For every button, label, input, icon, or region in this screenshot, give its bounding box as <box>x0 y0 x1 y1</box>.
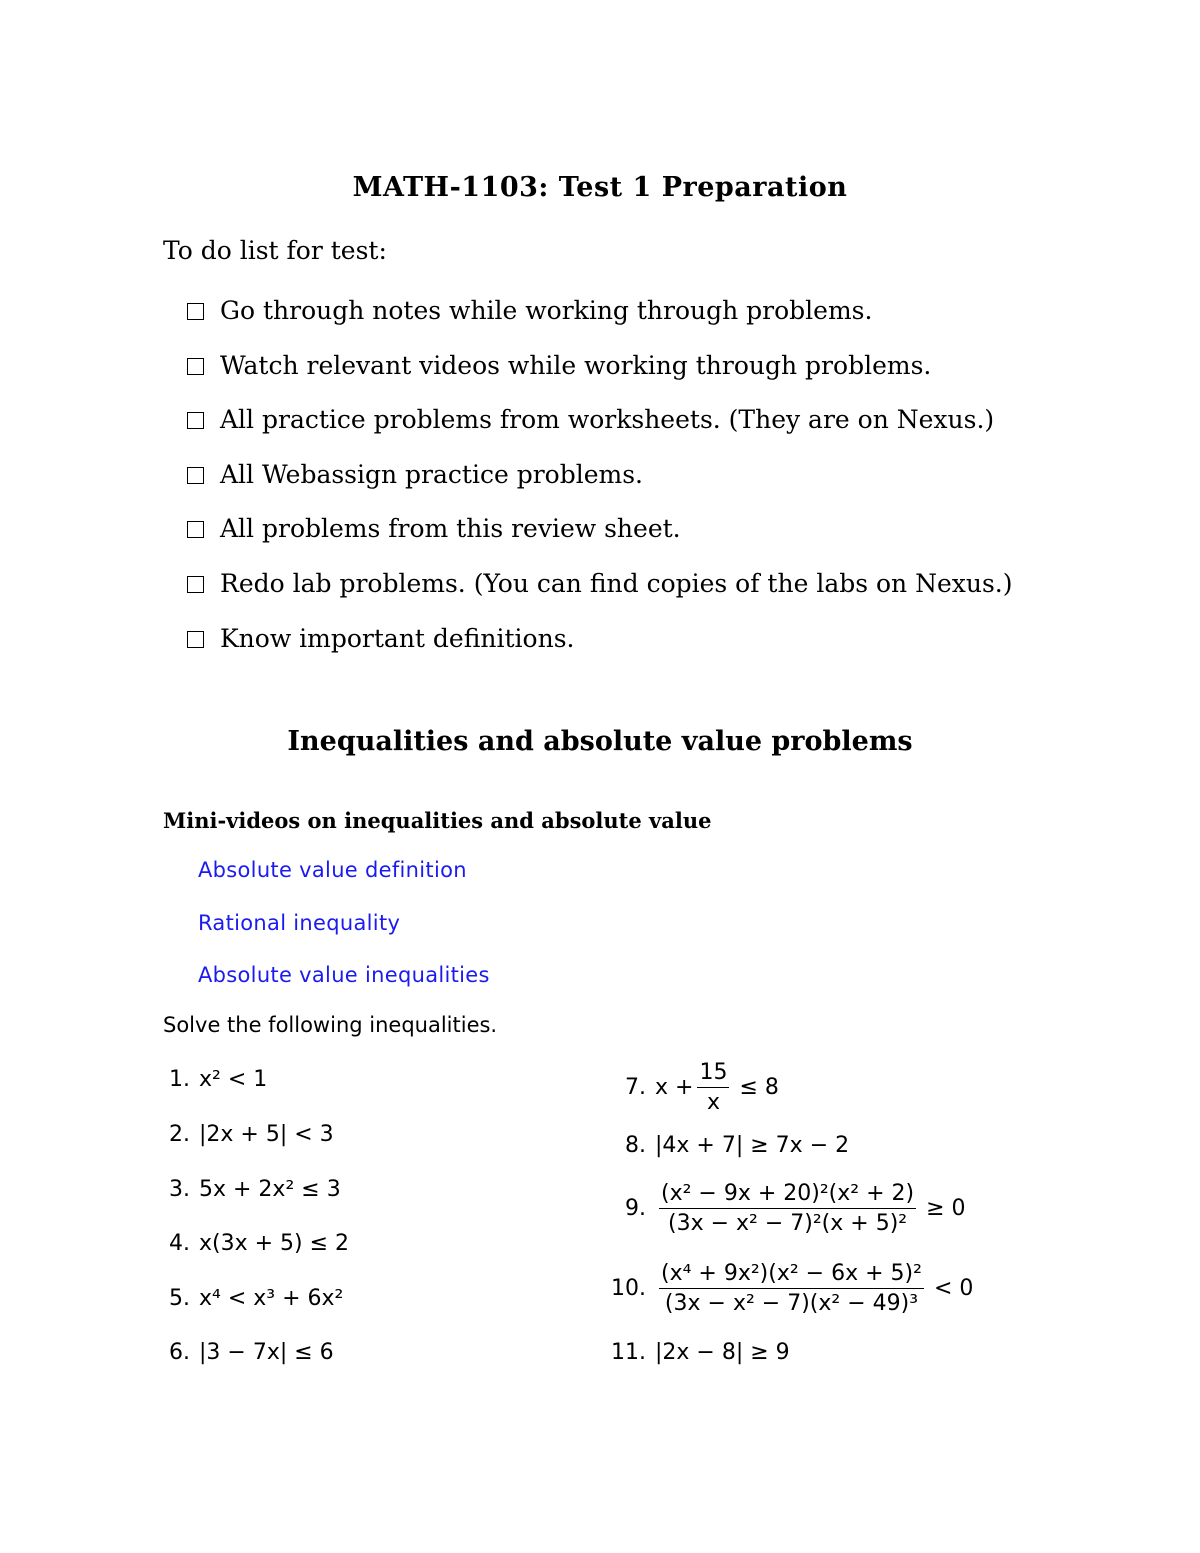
checkbox-icon[interactable] <box>187 412 204 429</box>
problem-5 <box>162 1286 343 1311</box>
problem-number: 8. <box>625 1133 646 1158</box>
video-link-absolute-value-inequalities[interactable]: Absolute value inequalities <box>198 963 490 987</box>
problem-expression: |2x − 8| ≥ 9 <box>655 1340 790 1365</box>
problem-number: 9. <box>625 1196 646 1221</box>
video-link-list <box>198 858 490 1016</box>
todo-item <box>187 460 1013 515</box>
problem-expression: x(3x + 5) ≤ 2 <box>199 1231 350 1256</box>
todo-item <box>187 624 1013 679</box>
todo-item-label: All Webassign practice problems. <box>220 459 643 489</box>
problem-number: 3. <box>169 1177 190 1202</box>
problem-expression: |4x + 7| ≥ 7x − 2 <box>655 1133 850 1158</box>
problem-relation: ≥ 0 <box>926 1196 966 1221</box>
todo-item-label: All problems from this review sheet. <box>220 514 681 544</box>
checkbox-icon[interactable] <box>187 631 204 648</box>
fraction-denominator: (3x − x² − 7)(x² − 49)³ <box>664 1291 919 1316</box>
problem-number: 7. <box>625 1075 646 1100</box>
fraction <box>659 1181 916 1236</box>
problem-number: 1. <box>169 1067 190 1092</box>
problem-7 <box>610 1060 779 1115</box>
todo-item <box>187 569 1013 624</box>
todo-item <box>187 351 1013 406</box>
problem-number: 10. <box>611 1276 646 1301</box>
problem-expression: 5x + 2x² ≤ 3 <box>199 1177 341 1202</box>
problem-expression: x⁴ < x³ + 6x² <box>199 1286 344 1311</box>
fraction-denominator: x <box>706 1090 720 1115</box>
list-item <box>198 911 490 964</box>
todo-list <box>187 296 1013 678</box>
problem-number: 4. <box>169 1231 190 1256</box>
problem-lead: x + <box>655 1075 694 1100</box>
problem-number: 6. <box>169 1340 190 1365</box>
section-title: Inequalities and absolute value problems <box>287 726 913 757</box>
page-title: MATH-1103: Test 1 Preparation <box>352 172 848 203</box>
problem-9 <box>610 1181 966 1236</box>
todo-item <box>187 405 1013 460</box>
todo-intro: To do list for test: <box>163 236 387 265</box>
problem-relation: < 0 <box>933 1276 974 1301</box>
todo-item <box>187 514 1013 569</box>
problem-6 <box>162 1340 334 1365</box>
todo-item <box>187 296 1013 351</box>
problem-expression: |2x + 5| < 3 <box>199 1122 334 1147</box>
todo-item-label: Watch relevant videos while working through problems. <box>220 350 932 380</box>
fraction-numerator: (x² − 9x + 20)²(x² + 2) <box>659 1181 916 1209</box>
todo-item-label: Redo lab problems. (You can find copies of the labs on Nexus.) <box>220 568 1013 598</box>
problem-relation: ≤ 8 <box>739 1075 779 1100</box>
checkbox-icon[interactable] <box>187 303 204 320</box>
fraction-denominator: (3x − x² − 7)²(x + 5)² <box>668 1211 908 1236</box>
problem-expression: x² < 1 <box>199 1067 268 1092</box>
videos-heading: Mini-videos on inequalities and absolute value <box>163 808 712 833</box>
problem-4 <box>162 1231 349 1256</box>
instruction-text: Solve the following inequalities. <box>163 1013 498 1037</box>
problem-11 <box>610 1340 790 1365</box>
problem-1 <box>162 1067 267 1092</box>
fraction <box>659 1261 924 1316</box>
problem-number: 5. <box>169 1286 190 1311</box>
checkbox-icon[interactable] <box>187 576 204 593</box>
checkbox-icon[interactable] <box>187 521 204 538</box>
problem-number: 2. <box>169 1122 190 1147</box>
fraction-numerator: 15 <box>697 1060 729 1088</box>
problem-10 <box>610 1261 973 1316</box>
problem-2 <box>162 1122 334 1147</box>
checkbox-icon[interactable] <box>187 358 204 375</box>
problem-3 <box>162 1177 341 1202</box>
list-item <box>198 963 490 1016</box>
problem-8 <box>610 1133 849 1158</box>
video-link-absolute-value-definition[interactable]: Absolute value definition <box>198 858 467 882</box>
problem-number: 11. <box>611 1340 646 1365</box>
checkbox-icon[interactable] <box>187 467 204 484</box>
video-link-rational-inequality[interactable]: Rational inequality <box>198 910 401 935</box>
fraction-numerator: (x⁴ + 9x²)(x² − 6x + 5)² <box>659 1261 924 1289</box>
todo-item-label: All practice problems from worksheets. (They are on Nexus.) <box>220 405 995 435</box>
list-item <box>198 858 490 911</box>
fraction <box>697 1060 729 1115</box>
todo-item-label: Go through notes while working through problems. <box>220 296 873 325</box>
todo-item-label: Know important definitions. <box>220 623 575 653</box>
problem-expression: |3 − 7x| ≤ 6 <box>199 1340 334 1365</box>
